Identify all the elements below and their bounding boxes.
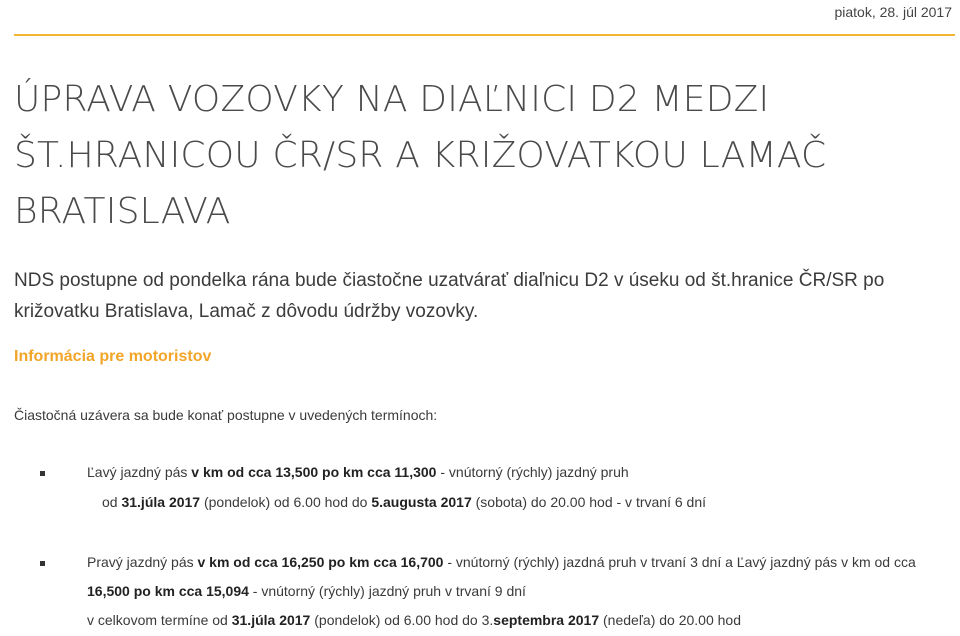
item-date-end: septembra 2017 <box>493 612 600 628</box>
section-subheading: Informácia pre motoristov <box>14 348 212 365</box>
item-line <box>87 554 916 570</box>
item-text: (pondelok) od 6.00 hod do 3. <box>310 612 494 628</box>
item-text: v celkovom termíne od <box>87 612 232 628</box>
item-text: - vnútorný (rýchly) jazdný pruh <box>436 464 629 480</box>
item-km-range: v km od cca 16,250 po km cca 16,700 <box>197 554 444 570</box>
item-text: - vnútorný (rýchly) jazdný pruh v trvaní 9 dní <box>248 583 526 599</box>
article-lead: NDS postupne od pondelka rána bude čiastočne uzatvárať diaľnicu D2 v úseku od št.hranice ČR/SR po križovatku Bratislava, Lamač z dôvodu údržby vozovky. <box>14 270 885 322</box>
item-text: (nedeľa) do 20.00 hod <box>599 612 741 628</box>
closure-intro: Čiastočná uzávera sa bude konať postupne v uvedených termínoch: <box>14 407 438 423</box>
article-title: ÚPRAVA VOZOVKY NA DIAĽNICI D2 MEDZI ŠT.HRANICOU ČR/SR A KRIŽOVATKOU LAMAČ BRATISLAVA <box>14 79 827 232</box>
item-km-range: 16,500 po km cca 15,094 <box>87 583 249 599</box>
item-line <box>102 494 706 510</box>
item-text: (pondelok) od 6.00 hod do <box>200 494 372 510</box>
item-line <box>87 612 741 628</box>
header-divider <box>14 34 955 36</box>
article-date: piatok, 28. júl 2017 <box>834 4 952 20</box>
bullet-icon <box>40 561 45 566</box>
item-km-range: v km od cca 13,500 po km cca 11,300 <box>191 464 437 480</box>
item-text: Ľavý jazdný pás <box>87 464 192 480</box>
item-line <box>87 464 629 480</box>
bullet-icon <box>40 471 45 476</box>
item-text: od <box>102 494 122 510</box>
item-line <box>87 583 526 599</box>
item-date-end: 5.augusta 2017 <box>371 494 472 510</box>
item-text: - vnútorný (rýchly) jazdná pruh v trvaní 3 dní a Ľavý jazdný pás v km od cca <box>443 554 916 570</box>
item-date-start: 31.júla 2017 <box>121 494 201 510</box>
item-text: Pravý jazdný pás <box>87 554 198 570</box>
item-text: (sobota) do 20.00 hod - v trvaní 6 dní <box>471 494 706 510</box>
item-date-start: 31.júla 2017 <box>231 612 311 628</box>
